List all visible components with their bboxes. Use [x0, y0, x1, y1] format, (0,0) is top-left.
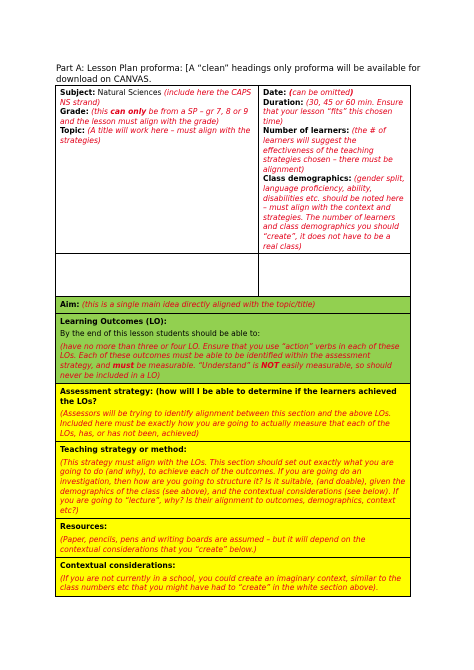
grade-hint-a: (this — [88, 107, 111, 117]
outcomes-hint-b: must — [112, 361, 135, 371]
blank-left-cell — [56, 254, 259, 296]
date-hint-close: ) — [349, 88, 354, 97]
resources-hint: (Paper, pencils, pens and writing boards are assumed – but it will depend on the contextual considerations that you “create” below.) — [60, 534, 366, 554]
assessment-section — [56, 383, 410, 441]
subject-value: Natural Sciences — [95, 88, 164, 97]
grade-hint-b: can only — [110, 107, 147, 117]
subject-line — [60, 88, 254, 107]
header-row — [56, 86, 410, 253]
date-hint-open: ( — [288, 88, 293, 97]
date-line — [263, 88, 406, 98]
demographics-line — [263, 174, 406, 251]
grade-label: Grade: — [60, 107, 89, 117]
duration-hint: (30, 45 or 60 min. Ensure that your lesson “fits” this chosen time) — [263, 97, 404, 126]
demographics-label: Class demographics: — [263, 174, 352, 184]
intro-text: Part A: Lesson Plan proforma: [A “clean” headings only proforma will be available for download on CANVAS. — [56, 64, 421, 85]
aim-label: Aim: — [60, 300, 80, 310]
date-hint: can be omitted — [292, 88, 350, 97]
outcomes-hint-e: easily measurable, so should never be included in a LO) — [60, 361, 392, 380]
learners-line — [263, 126, 406, 174]
learners-hint: (the # of learners will suggest the effectiveness of the teaching strategies chosen – there must be alignment) — [263, 126, 393, 174]
teaching-hint: (This strategy must align with the LOs. This section should set out exactly what you are going to do (and why), to achieve each of the outcomes. If you are going do an investigation, then how are you going to structure it? Is it suitable, (and doable), given the demographics of the class (see above), and the contextual considerations (see below). If you are going to “lecture”, why? Is their alignment to outcomes, demographics, context etc?) — [60, 457, 406, 515]
assessment-heading: Assessment strategy: (how will I be able to determine if the learners achieved the LOs? — [60, 387, 397, 406]
outcomes-hint — [60, 342, 406, 380]
topic-label: Topic: — [60, 126, 85, 136]
learners-label: Number of learners: — [263, 126, 350, 136]
blank-row — [56, 253, 410, 296]
outcomes-heading: Learning Outcomes (LO): — [60, 316, 167, 326]
contextual-heading: Contextual considerations: — [60, 561, 176, 571]
grade-line — [60, 107, 254, 126]
teaching-heading: Teaching strategy or method: — [60, 445, 187, 455]
duration-line — [263, 98, 406, 127]
duration-label: Duration: — [263, 97, 304, 107]
topic-line — [60, 126, 254, 145]
outcomes-hint-c: be measurable. “Understand” is — [134, 361, 262, 371]
lesson-plan-table — [55, 85, 411, 597]
date-label: Date: — [263, 88, 289, 97]
resources-section — [56, 518, 410, 557]
topic-hint: (A title will work here – must align with the strategies) — [60, 126, 251, 145]
outcomes-intro: By the end of this lesson students should be able to: — [60, 329, 261, 339]
grade-hint-c: be from a SP – gr 7, 8 or 9 and the lesson must align with the grade) — [60, 107, 249, 126]
teaching-section — [56, 441, 410, 518]
aim-section — [56, 296, 410, 313]
blank-right-cell — [259, 254, 410, 296]
outcomes-section — [56, 313, 410, 384]
aim-hint: (this is a single main idea directly aligned with the topic/title) — [79, 300, 316, 310]
subject-label: Subject: — [60, 88, 96, 97]
contextual-section — [56, 557, 410, 596]
outcomes-hint-d: NOT — [261, 361, 280, 371]
subject-hint: (include here the CAPS NS strand) — [60, 88, 252, 107]
demographics-hint: (gender split, language proficiency, ability, disabilities etc. should be noted here – must align with the context and strategies. The number of learners and class demographics you should “create”, it does not have to be a real class) — [263, 174, 405, 251]
resources-heading: Resources: — [60, 522, 108, 532]
right-info-cell — [259, 86, 410, 253]
left-info-cell — [56, 86, 259, 253]
contextual-hint: (If you are not currently in a school, you could create an imaginary context, similar to the class numbers etc that you might have had to “create” in the white section above). — [60, 573, 402, 593]
assessment-hint: (Assessors will be trying to identify alignment between this section and the above LOs. Included here must be exactly how you are going to actually measure that each of the LOs, has, or has not been, achieved) — [60, 409, 392, 438]
outcomes-hint-a: (have no more than three or four LO. Ensure that you use “action” verbs in each of these LOs. Each of these outcomes must be able to be identified within the assessment strategy, and — [60, 341, 400, 371]
